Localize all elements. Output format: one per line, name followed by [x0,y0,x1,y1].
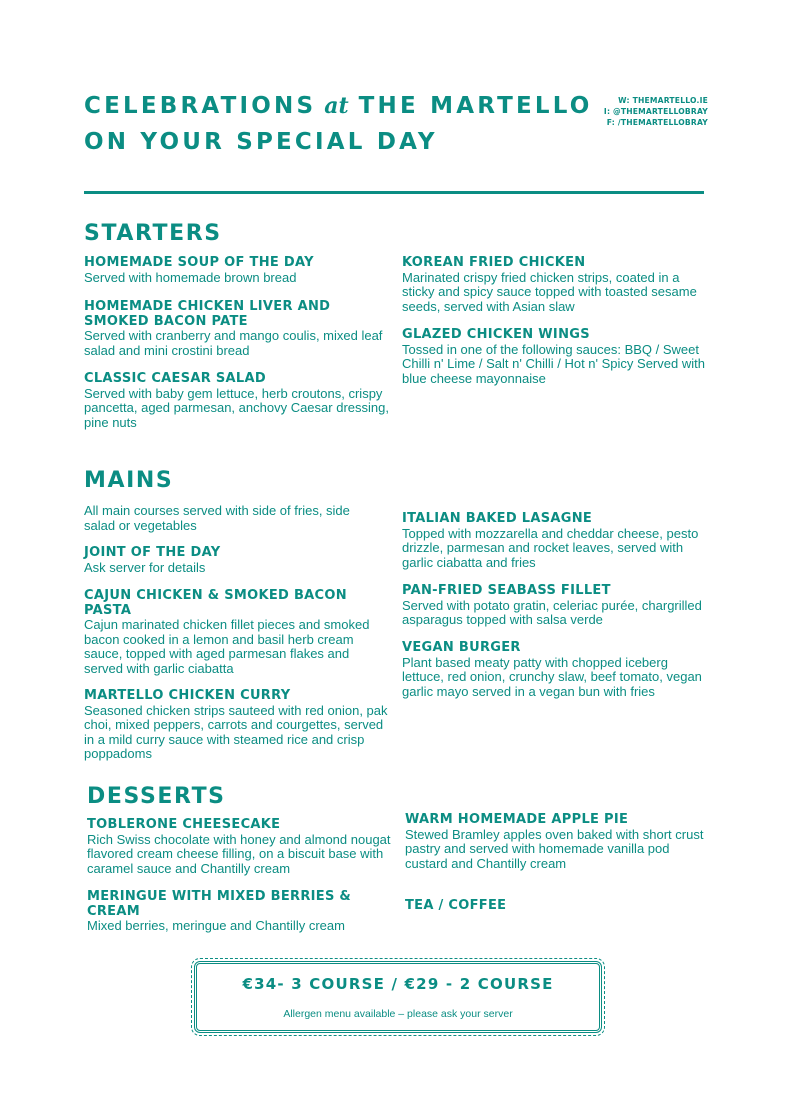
menu-item [405,899,705,914]
menu-item-description: Rich Swiss chocolate with honey and almond nougat flavored cream cheese filling, on a biscuit base with caramel sauce and Chantilly cream [87,831,391,876]
contact-block [604,95,708,128]
menu-item [402,328,707,386]
menu-item-name: JOINT OF THE DAY [84,545,221,560]
menu-item-description: Ask server for details [84,559,206,575]
menu-item [84,372,389,430]
menu-item-description: Plant based meaty patty with chopped iceberg lettuce, red onion, crunchy slaw, beef tomato, vegan garlic mayo served in a vegan bun with fries [402,654,702,699]
menu-item-description: Topped with mozzarella and cheddar cheese, pesto drizzle, parmesan and rocket leaves, served with garlic ciabatta and fries [402,525,699,570]
menu-item-name: KOREAN FRIED CHICKEN [402,255,586,270]
menu-item-name: GLAZED CHICKEN WINGS [402,327,590,342]
price-text: €34- 3 COURSE / €29 - 2 COURSE [242,975,554,993]
menu-item-description: Served with potato gratin, celeriac purée, chargrilled asparagus topped with salsa verde [402,597,702,627]
menu-item-description: Tossed in one of the following sauces: BBQ / Sweet Chilli n' Lime / Salt n' Chilli / Hot n' Spicy Served with blue cheese mayonnaise [402,341,705,386]
allergen-note: Allergen menu available – please ask your server [283,1008,513,1020]
page-title-line-1 [84,92,593,120]
menu-item [84,589,389,676]
desserts-heading: DESSERTS [87,784,226,809]
menu-item [87,890,377,934]
title-the-martello: THE MARTELLO [358,93,593,119]
title-at-script: at [324,93,349,119]
menu-item-name: HOMEMADE SOUP OF THE DAY [84,255,314,270]
page-title-line-2: ON YOUR SPECIAL DAY [84,129,438,155]
menu-item-description: Cajun marinated chicken fillet pieces and smoked bacon cooked in a lemon and basil herb cream sauce, topped with aged parmesan flakes and served with garlic ciabatta [84,617,370,676]
menu-item-description: Served with cranberry and mango coulis, mixed leaf salad and mini crostini bread [84,328,383,358]
starters-heading: STARTERS [84,221,222,246]
menu-item [402,512,712,570]
menu-item-name: MERINGUE WITH MIXED BERRIES & CREAM [87,889,352,919]
menu-item [402,584,707,628]
header-divider [84,191,704,194]
mains-heading: MAINS [84,468,174,493]
menu-item-name: WARM HOMEMADE APPLE PIE [405,812,629,827]
menu-item [402,641,707,699]
contact-website-link[interactable]: W: THEMARTELLO.IE [618,96,708,105]
menu-item-name: TOBLERONE CHEESECAKE [87,817,281,832]
menu-item [84,689,389,762]
price-box [194,961,602,1033]
menu-item-name: MARTELLO CHICKEN CURRY [84,688,291,703]
mains-intro: All main courses served with side of fries, side salad or vegetables [84,503,350,533]
menu-item [405,813,705,871]
menu-item-name: TEA / COFFEE [405,898,507,913]
menu-item [87,818,392,876]
menu-item [84,300,389,358]
menu-item-description: Mixed berries, meringue and Chantilly cream [87,918,345,933]
title-celebrations: CELEBRATIONS [84,93,317,119]
menu-item [402,256,707,314]
menu-item [84,256,389,285]
menu-item-description: Seasoned chicken strips sauteed with red onion, pak choi, mixed peppers, carrots and courgettes, served in a mild curry sauce with steamed rice and crisp poppadoms [84,702,388,761]
menu-item-description: Served with homemade brown bread [84,269,297,285]
menu-item [84,546,389,575]
menu-item-name: VEGAN BURGER [402,640,521,655]
contact-facebook-link[interactable]: F: /THEMARTELLOBRAY [606,118,708,127]
contact-instagram-link[interactable]: I: @THEMARTELLOBRAY [603,107,708,116]
menu-item-name: CAJUN CHICKEN & SMOKED BACON PASTA [84,588,347,618]
menu-item-description: Stewed Bramley apples oven baked with short crust pastry and served with homemade vanilla pod custard and Chantilly cream [405,826,704,871]
menu-item-description: Served with baby gem lettuce, herb croutons, crispy pancetta, aged parmesan, anchovy Caesar dressing, pine nuts [84,385,389,430]
menu-item-description: Marinated crispy fried chicken strips, coated in a sticky and spicy sauce topped with toasted sesame seeds, served with Asian slaw [402,269,697,314]
menu-item-name: HOMEMADE CHICKEN LIVER AND SMOKED BACON PATE [84,299,331,329]
menu-item-name: PAN-FRIED SEABASS FILLET [402,583,611,598]
menu-item-name: CLASSIC CAESAR SALAD [84,371,266,386]
menu-item-name: ITALIAN BAKED LASAGNE [402,511,593,526]
